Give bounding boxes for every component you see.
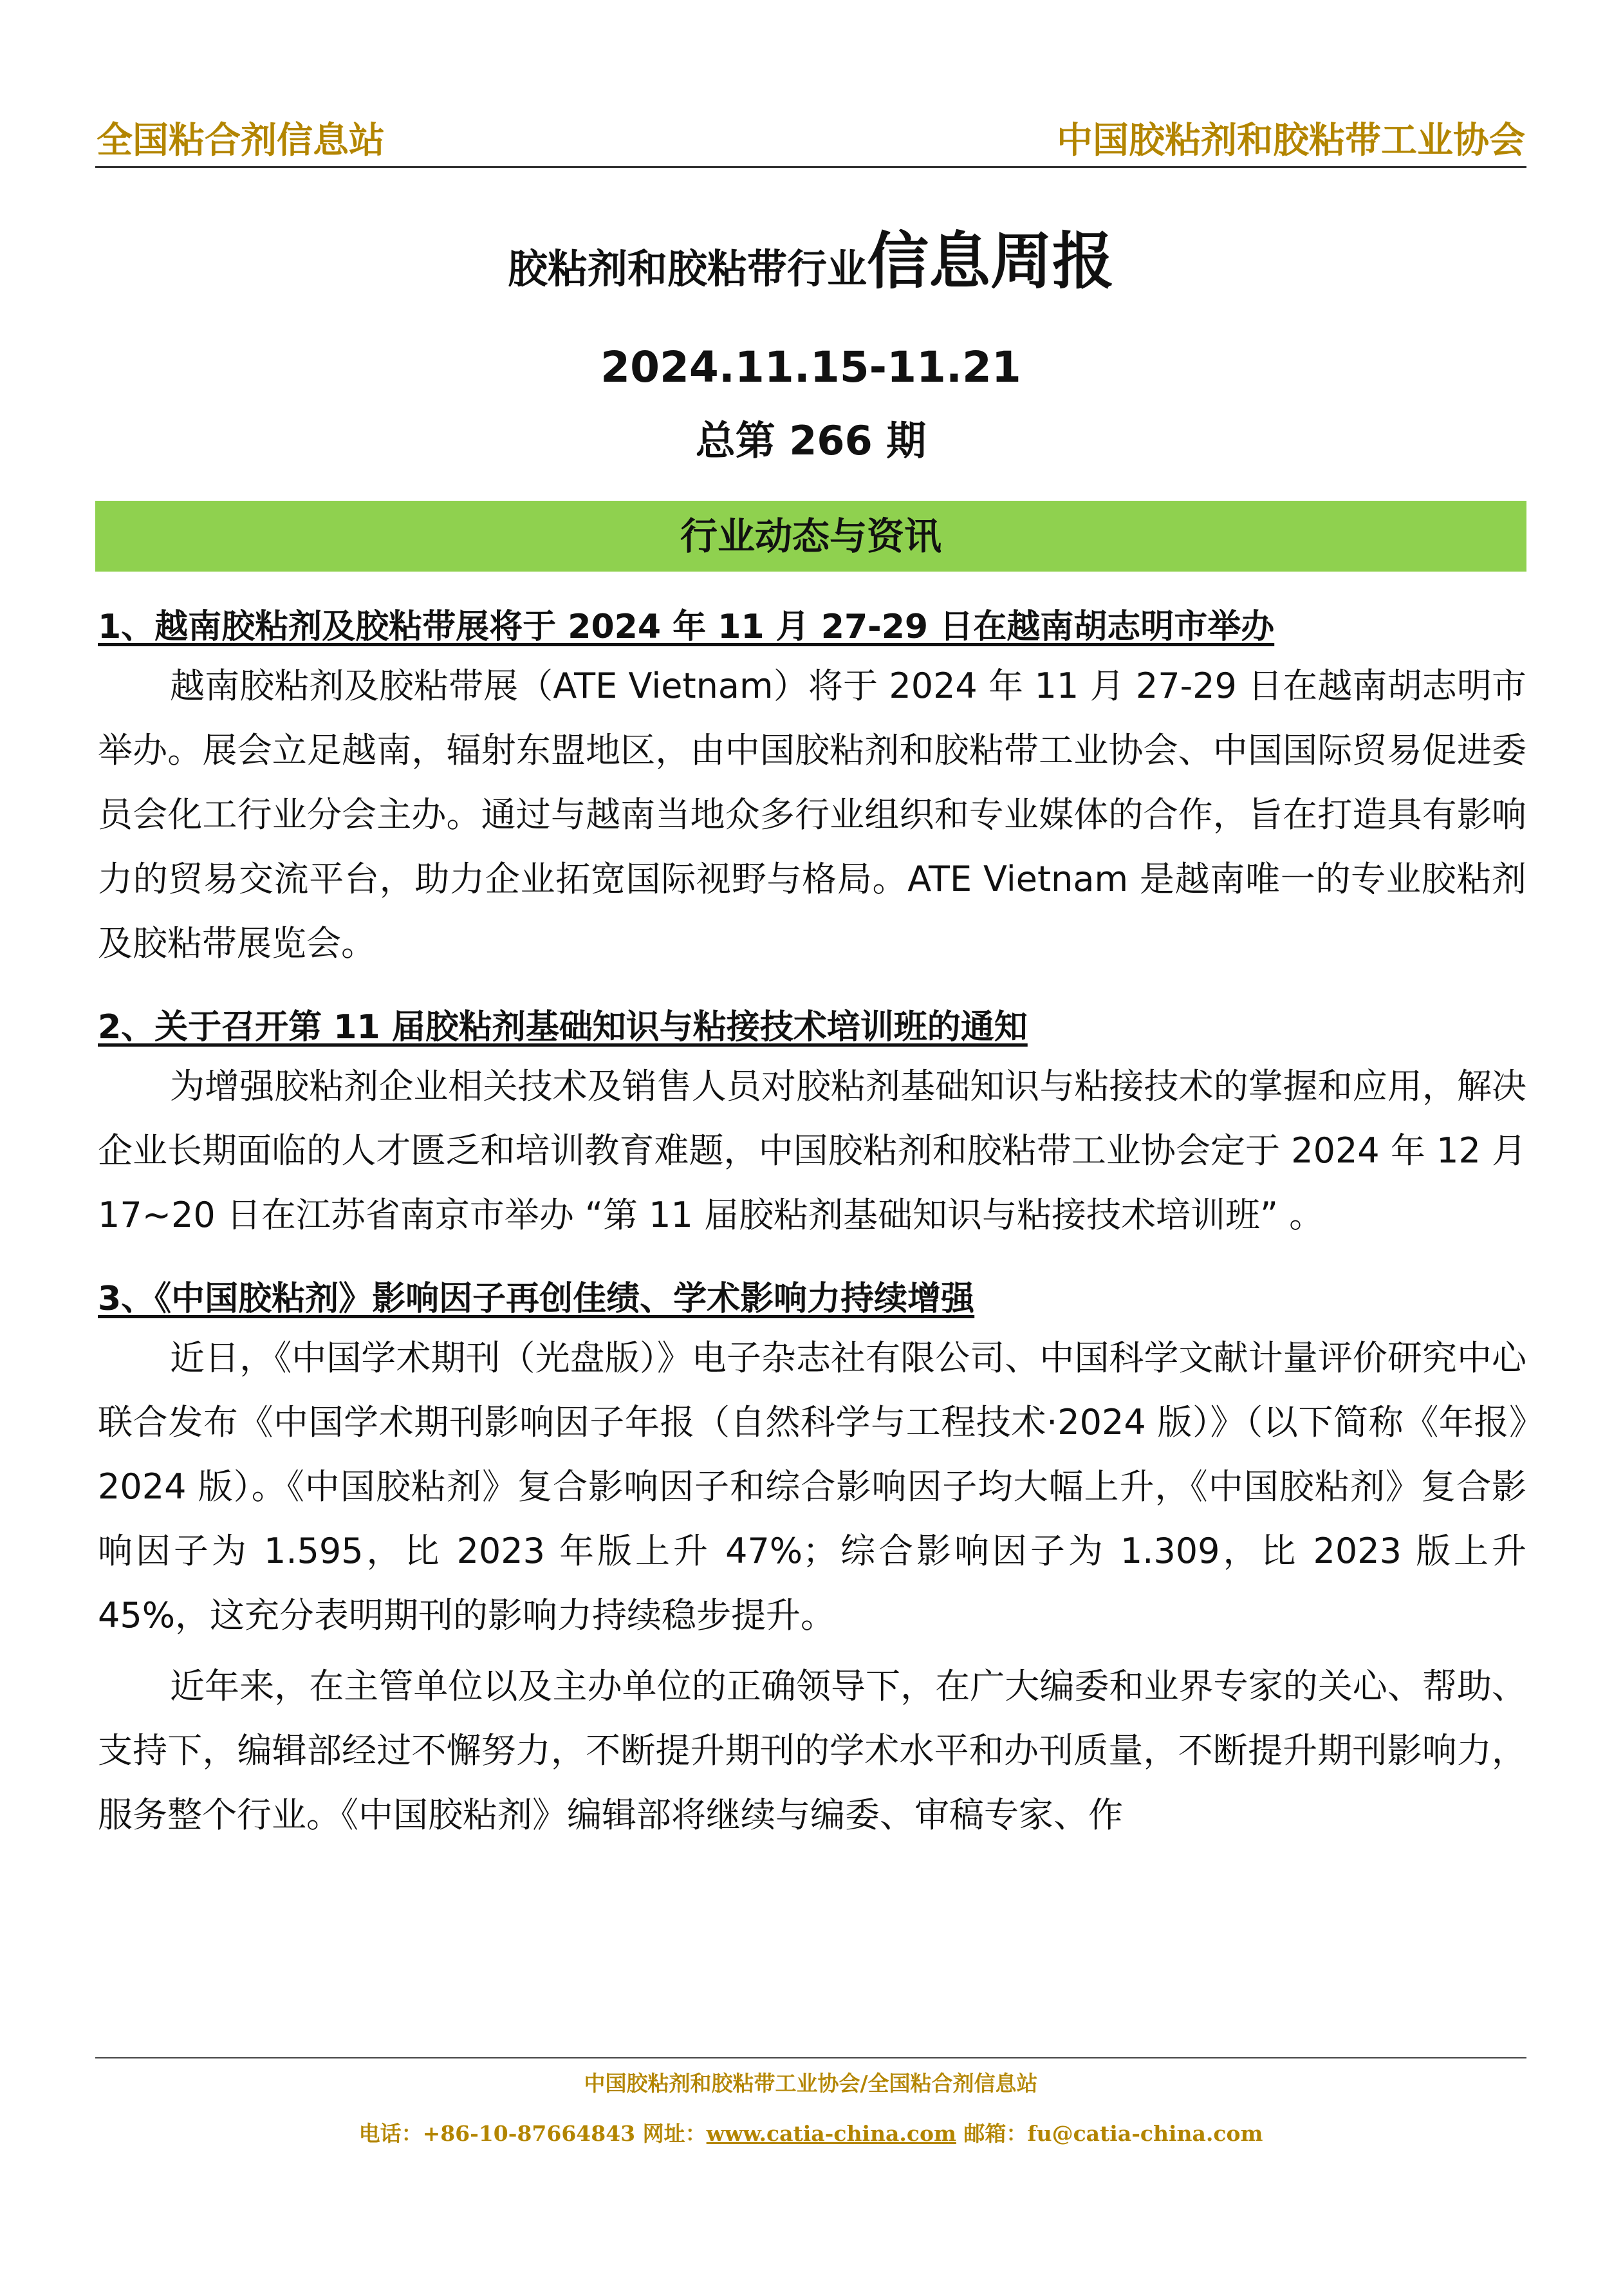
footer-org: 中国胶粘剂和胶粘带工业协会/全国粘合剂信息站 [584,2071,1038,2096]
article-paragraph: 近日，《中国学术期刊（光盘版）》电子杂志社有限公司、中国科学文献计量评价研究中心联合发布《中国学术期刊影响因子年报（自然科学与工程技术·2024 版）》（以下简称《年报》2024 版）。《中国胶粘剂》复合影响因子和综合影响因子均大幅上升，《中国胶粘剂》复合影响因子为 1.595，比 2023 年版上升 47%；综合影响因子为 1.309，比 2023 版上升 45%，这充分表明期刊的影响力持续稳步提升。 [98,1338,1526,1636]
footer-phone-label: 电话： [358,2121,423,2146]
footer-site-label: 网址： [642,2121,707,2146]
spacer [98,1247,1526,1272]
footer-site-link[interactable]: www.catia-china.com [706,2121,956,2146]
footer-phone: +86-10-87664843 [422,2121,636,2146]
footer-email[interactable]: fu@catia-china.com [1027,2121,1263,2146]
article-heading: 1、越南胶粘剂及胶粘带展将于 2024 年 11 月 27-29 日在越南胡志明市举办 [98,608,1275,646]
article-heading: 3、《中国胶粘剂》影响因子再创佳绩、学术影响力持续增强 [98,1280,975,1318]
header-site-name: 全国粘合剂信息站 [97,119,385,162]
date-range: 2024.11.15-11.21 [600,342,1021,392]
title-prefix: 胶粘剂和胶粘带行业 [507,245,867,292]
spacer [98,976,1526,1000]
footer-contact [95,2116,1526,2151]
footer-email-label: 邮箱： [963,2121,1028,2146]
title-main: 信息周报 [867,225,1114,297]
article-paragraph: 越南胶粘剂及胶粘带展（ATE Vietnam）将于 2024 年 11 月 27-29 日在越南胡志明市举办。展会立足越南，辐射东盟地区，由中国胶粘剂和胶粘带工业协会、中国国际贸易促进委员会化工行业分会主办。通过与越南当地众多行业组织和专业媒体的合作，旨在打造具有影响力的贸易交流平台，助力企业拓宽国际视野与格局。ATE Vietnam 是越南唯一的专业胶粘剂及胶粘带展览会。 [98,666,1526,964]
spacer [98,1648,1526,1654]
article-list [98,600,1526,1847]
page-title [95,212,1526,301]
article-paragraph: 近年来，在主管单位以及主办单位的正确领导下，在广大编委和业界专家的关心、帮助、支持下，编辑部经过不懈努力，不断提升期刊的学术水平和办刊质量，不断提升期刊影响力，服务整个行业。《中国胶粘剂》编辑部将继续与编委、审稿专家、作 [98,1666,1526,1835]
issue-number: 总第 266 期 [695,417,927,464]
header-association-name: 中国胶粘剂和胶粘带工业协会 [1057,119,1525,162]
footer-divider [95,2057,1526,2058]
article-heading: 2、关于召开第 11 届胶粘剂基础知识与粘接技术培训班的通知 [98,1008,1028,1047]
article-paragraph: 为增强胶粘剂企业相关技术及销售人员对胶粘剂基础知识与粘接技术的掌握和应用，解决企业长期面临的人才匮乏和培训教育难题，中国胶粘剂和胶粘带工业协会定于 2024 年 12 月 17~20 日在江苏省南京市举办 “第 11 届胶粘剂基础知识与粘接技术培训班” 。 [98,1066,1526,1235]
section-banner: 行业动态与资讯 [95,501,1526,572]
header-divider [95,166,1526,168]
